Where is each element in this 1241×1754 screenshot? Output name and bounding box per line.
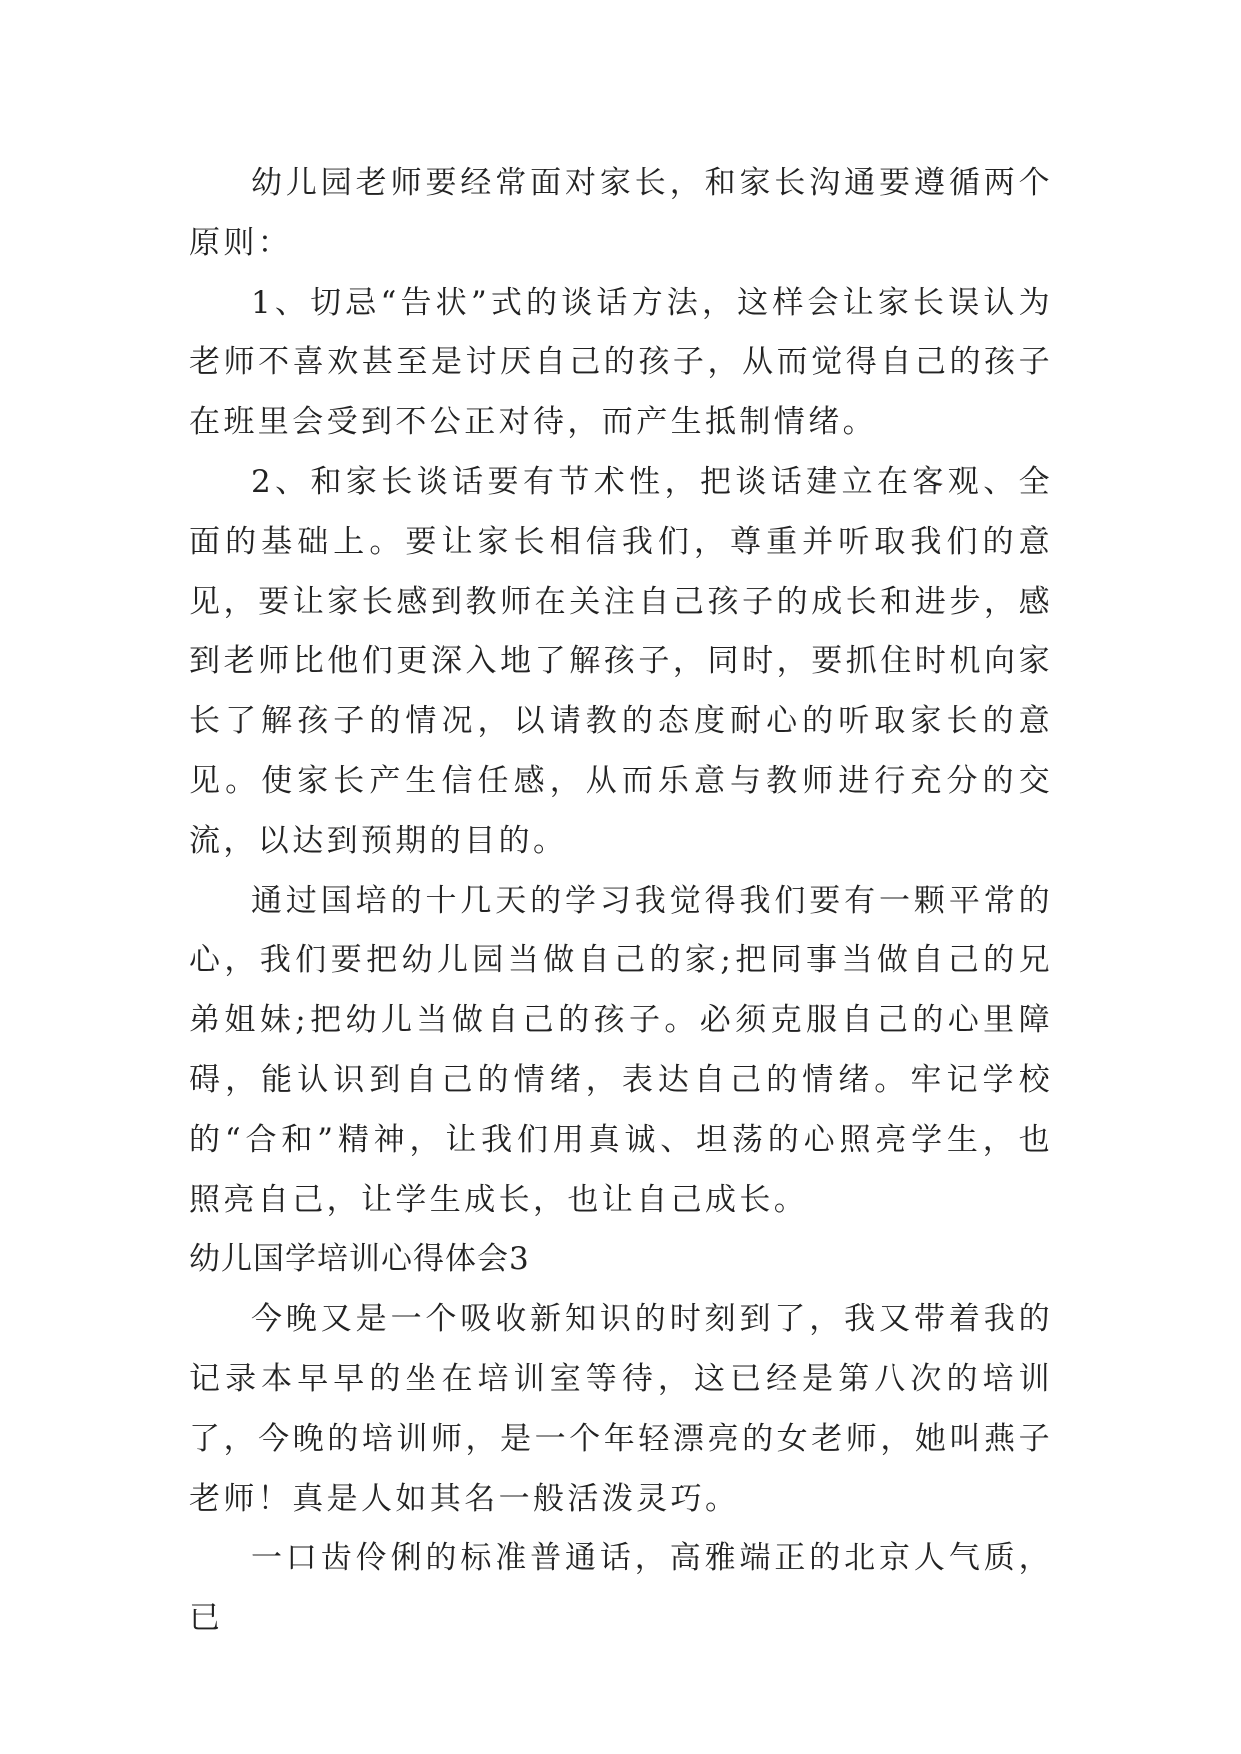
paragraph-principle-2: 2、和家长谈话要有节术性，把谈话建立在客观、全面的基础上。要让家长相信我们，尊重并听取我们的意见，要让家长感到教师在关注自己孩子的成长和进步，感到老师比他们更深入地了解孩子，同时，要抓住时机向家长了解孩子的情况，以请教的态度耐心的听取家长的意见。使家长产生信任感，从而乐意与教师进行充分的交流，以达到预期的目的。 [189,463,1053,859]
paragraph-principle-1: 1、切忌“告状”式的谈话方法，这样会让家长误认为老师不喜欢甚至是讨厌自己的孩子，从而觉得自己的孩子在班里会受到不公正对待，而产生抵制情绪。 [189,284,1053,441]
section-heading: 幼儿国学培训心得体会3 [189,1241,530,1278]
paragraph-trainer-description: 一口齿伶俐的标准普通话，高雅端正的北京人气质，已 [189,1540,1053,1637]
document-body [189,154,1053,1649]
paragraph-principles-intro: 幼儿园老师要经常面对家长，和家长沟通要遵循两个原则： [189,165,1053,261]
paragraph-training-evening: 今晚又是一个吸收新知识的时刻到了，我又带着我的记录本早早的坐在培训室等待，这已经是第八次的培训了，今晚的培训师，是一个年轻漂亮的女老师，她叫燕子老师！真是人如其名一般活泼灵巧。 [189,1301,1053,1517]
paragraph-reflection: 通过国培的十几天的学习我觉得我们要有一颗平常的心，我们要把幼儿园当做自己的家;把同事当做自己的兄弟姐妹;把幼儿当做自己的孩子。必须克服自己的心里障碍，能认识到自己的情绪，表达自己的情绪。牢记学校的“合和”精神，让我们用真诚、坦荡的心照亮学生，也照亮自己，让学生成长，也让自己成长。 [189,882,1053,1218]
